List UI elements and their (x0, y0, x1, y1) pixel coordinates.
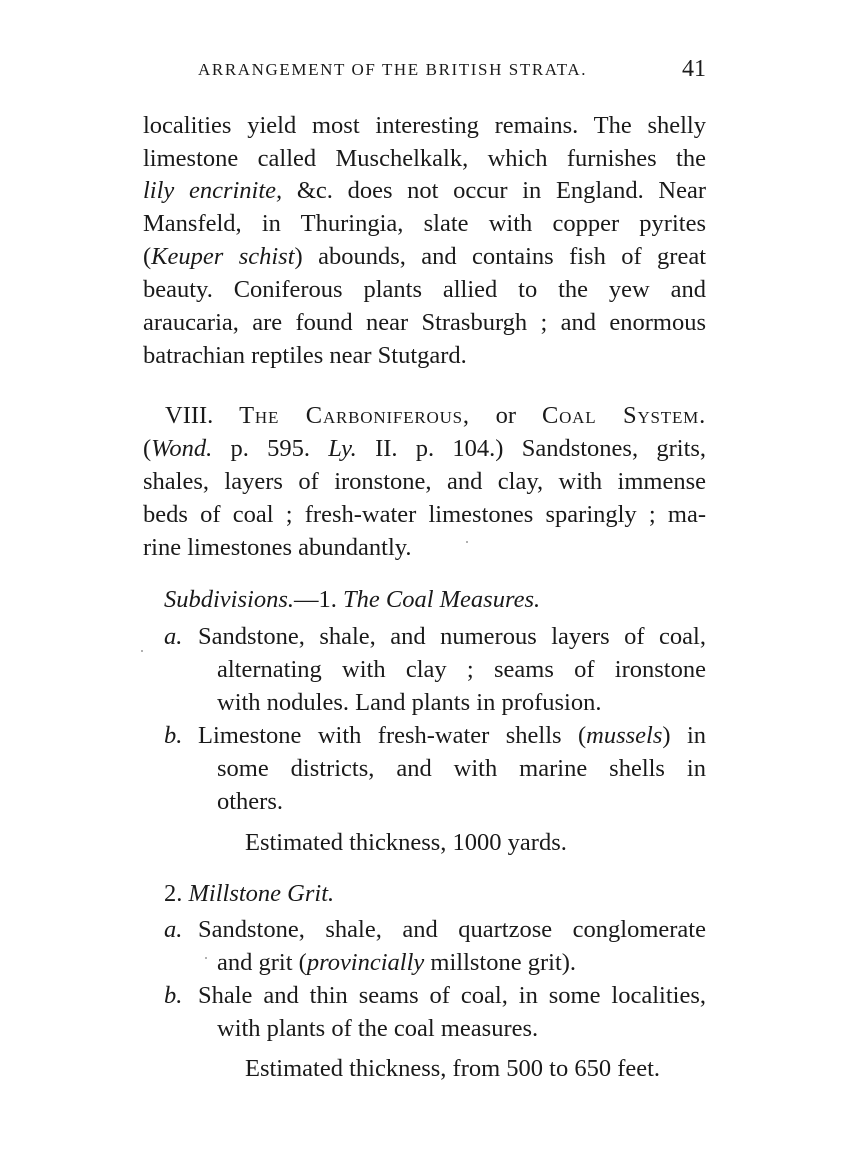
item-a-line-3: with nodules. Land plants in profusion. (217, 689, 602, 716)
item-b-text-start: Limestone with fresh-water shells ( (198, 722, 587, 749)
coal-measures-thickness: Estimated thickness, 1000 yards. (245, 829, 567, 856)
item-b-text-end: ) in (662, 722, 707, 749)
item-a-label: a. (164, 623, 183, 650)
section-line-3: shales, layers of ironstone, and clay, with immense (143, 468, 706, 495)
millstone-heading (164, 878, 706, 910)
ref-wond: Wond. (151, 435, 213, 462)
para1-line-5 (143, 241, 706, 273)
running-title: ARRANGEMENT OF THE BRITISH STRATA. (198, 60, 588, 79)
subdivisions-label: Subdivisions. (164, 586, 294, 613)
ref-wond-page: p. 595. (230, 435, 310, 462)
item-b-line-1 (164, 720, 706, 752)
millstone-b-line-1 (164, 980, 706, 1012)
subdivision-number: —1. (294, 586, 337, 613)
millstone-a-line-2 (217, 947, 706, 979)
print-speck (466, 541, 468, 543)
section-numeral: VIII. (165, 402, 214, 429)
subdivisions-heading (164, 584, 706, 616)
species-name: lily encrinite, (143, 177, 283, 204)
millstone-a-text-1: Sandstone, shale, and quartzose conglomerate (198, 916, 706, 943)
page-number: 41 (682, 56, 706, 82)
ref-rest: Sandstones, grits, (521, 435, 707, 462)
section-title-or: or (495, 402, 517, 429)
millstone-b-line-2: with plants of the coal measures. (217, 1015, 539, 1042)
section-reference-line (143, 433, 706, 465)
item-b-italic: mussels (586, 722, 663, 749)
para1-line-2: limestone called Muschelkalk, which furnishes the (143, 145, 706, 172)
print-speck (205, 957, 207, 959)
item-a-line-2: alternating with clay ; seams of ironstone (217, 656, 706, 683)
millstone-b-text-1: Shale and thin seams of coal, in some localities, (198, 982, 706, 1009)
millstone-thickness: Estimated thickness, from 500 to 650 feet. (245, 1055, 661, 1082)
para1-line-6: beauty. Coniferous plants allied to the yew and (143, 276, 706, 303)
millstone-a-end: millstone grit). (424, 949, 577, 976)
subdivision-title: The Coal Measures. (343, 586, 541, 613)
item-a-text-1: Sandstone, shale, and numerous layers of coal, (198, 623, 706, 650)
para1-line-7: araucaria, are found near Strasburgh ; and enormous (143, 309, 706, 336)
millstone-a-start: and grit ( (217, 949, 307, 976)
para1-line-3 (143, 175, 706, 207)
print-speck (141, 650, 143, 652)
millstone-a-italic: provincially (306, 949, 425, 976)
para1-line-3-text: &c. does not occur in England. Near (296, 177, 707, 204)
section-line-4: beds of coal ; fresh-water limestones sparingly ; ma- (143, 501, 706, 528)
para1-line-8: batrachian reptiles near Stutgard. (143, 342, 467, 369)
ref-ly-page: II. p. 104.) (375, 435, 504, 462)
section-heading (165, 400, 706, 432)
item-b-line-3: others. (217, 788, 283, 815)
item-b-label: b. (164, 722, 183, 749)
ref-ly: Ly. (328, 435, 357, 462)
millstone-b-label: b. (164, 982, 183, 1009)
section-title-a: The Carboniferous, (239, 402, 470, 429)
section-line-5: rine limestones abundantly. (143, 534, 412, 561)
para1-line-5-text: ) abounds, and contains fish of great (294, 243, 706, 270)
item-b-line-2: some districts, and with marine shells in (217, 755, 706, 782)
open-paren: ( (143, 243, 152, 270)
millstone-title: Millstone Grit. (188, 880, 335, 907)
ref-open-paren: ( (143, 435, 152, 462)
section-title-b: Coal System. (541, 402, 707, 429)
para1-line-4: Mansfeld, in Thuringia, slate with copper pyrites (143, 210, 706, 237)
millstone-a-label: a. (164, 916, 183, 943)
item-a-line-1 (164, 621, 706, 653)
para1-line-1: localities yield most interesting remains. The shelly (143, 112, 706, 139)
millstone-a-line-1 (164, 914, 706, 946)
millstone-number: 2. (164, 880, 183, 907)
rock-name: Keuper schist (151, 243, 295, 270)
